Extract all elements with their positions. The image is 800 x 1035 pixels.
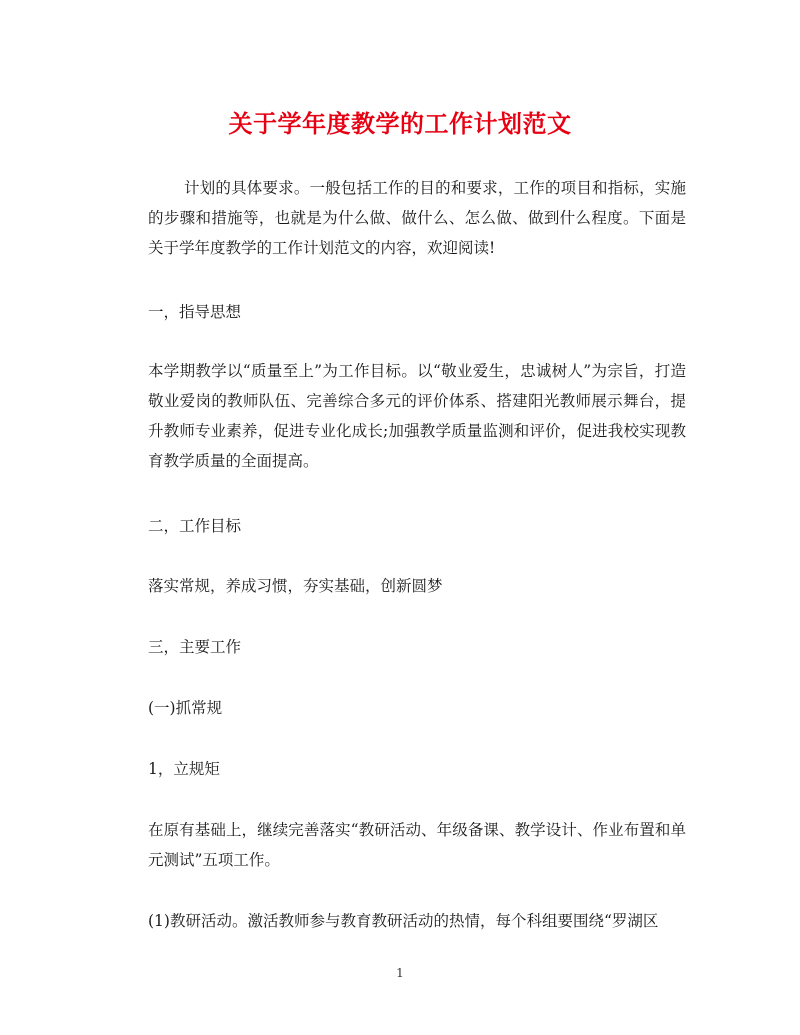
section1-heading: 一，指导思想 (148, 303, 242, 321)
section2-heading: 二，工作目标 (148, 517, 242, 535)
document-title: 关于学年度教学的工作计划范文 (228, 109, 572, 138)
item1-body: 在原有基础上，继续完善落实“教研活动、年级备课、教学设计、作业布置和单元测试”五项工作。 (148, 821, 686, 869)
section3-heading: 三，主要工作 (148, 638, 242, 656)
item1-heading: 1，立规矩 (148, 760, 220, 778)
subsection1-heading: (一)抓常规 (148, 699, 223, 717)
section1-body: 本学期教学以“质量至上”为工作目标。以“敬业爱生，忠诚树人”为宗旨，打造敬业爱岗的教师队伍、完善综合多元的评价体系、搭建阳光教师展示舞台，提升教师专业素养，促进专业化成长;加强教学质量监测和评价，促进我校实现教育教学质量的全面提高。 (148, 362, 686, 470)
section2-body: 落实常规，养成习惯，夯实基础，创新圆梦 (148, 577, 443, 595)
intro-paragraph: 计划的具体要求。一般包括工作的目的和要求，工作的项目和指标，实施的步骤和措施等，也就是为什么做、做什么、怎么做、做到什么程度。下面是关于学年度教学的工作计划范文的内容，欢迎阅读! (148, 179, 686, 257)
page-number: 1 (396, 966, 404, 980)
item1-sub1: (1)教研活动。激活教师参与教育教研活动的热情，每个科组要围绕“罗湖区 (148, 912, 659, 930)
